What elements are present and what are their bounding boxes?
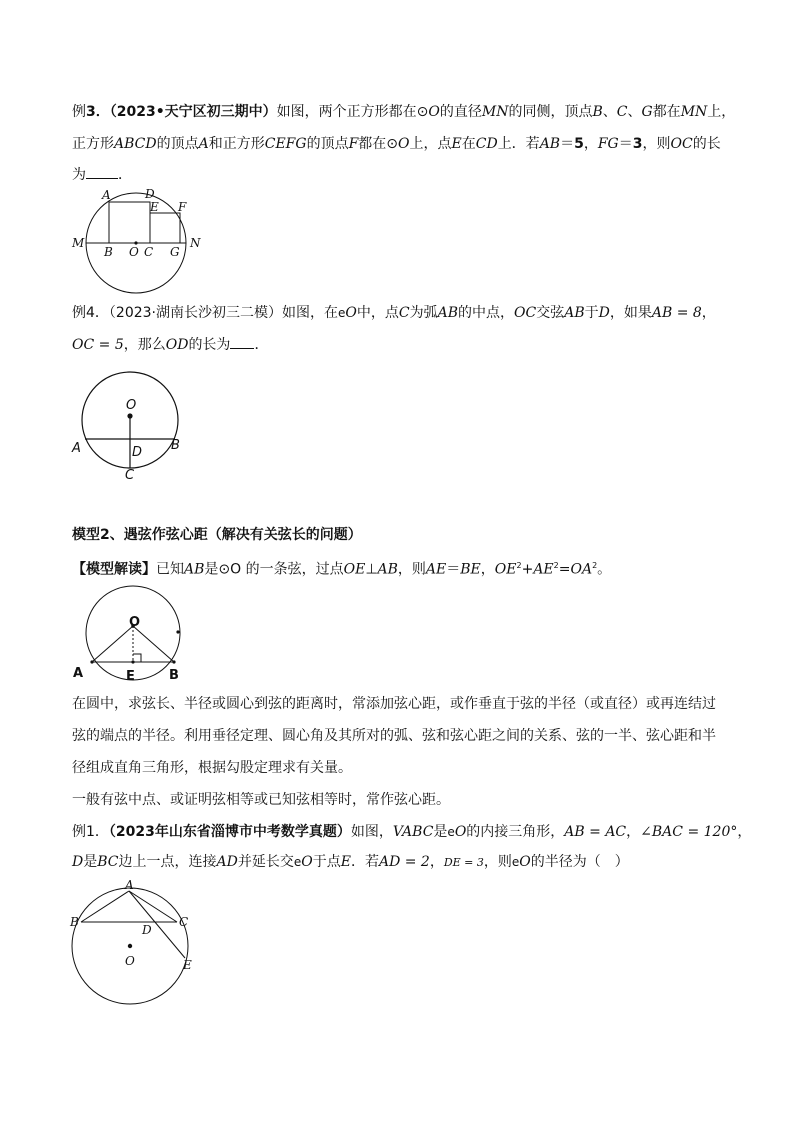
ex4-text: ，如果 [609, 305, 652, 321]
ex1-text: ， [737, 824, 752, 840]
label-o: O [125, 954, 135, 968]
point-b [172, 660, 175, 663]
ex1-var: O [301, 854, 313, 870]
radius-oa [92, 626, 133, 662]
ex4-text: 如图，在 [282, 305, 339, 321]
ex1-var: BC [97, 854, 119, 870]
ex1-number: 1． [86, 824, 109, 840]
ex3-text: 如图，两个正方形都在⊙ [276, 104, 429, 120]
ex4-number: 4． [86, 305, 109, 321]
ex1-text: 如图， [350, 824, 393, 840]
ex3-text: 为 [72, 167, 86, 183]
ex1-var: D [72, 854, 84, 870]
ex3-var: C [616, 104, 628, 120]
ex3-text: 都在⊙ [358, 136, 399, 152]
point-a [90, 660, 93, 663]
label-a: A [102, 188, 111, 202]
ex1-var: O [454, 824, 467, 840]
ex3-text: ， [583, 136, 598, 152]
ex4-text: 交弦 [536, 305, 565, 321]
model-var: OE [494, 561, 517, 578]
square-abcd [109, 202, 150, 243]
model-var: OE [343, 561, 366, 578]
point-e [131, 660, 134, 663]
ex4-var: D [598, 305, 610, 321]
ex3-value: 5 [574, 136, 584, 152]
ex3-var: E [451, 136, 462, 152]
label-e: E [150, 200, 159, 214]
ex3-var: O [398, 136, 410, 152]
ex3-var: MN [481, 104, 509, 120]
ex3-var: F [348, 136, 359, 152]
label-o: O [126, 398, 137, 413]
ex4-formula: OC = 5 [72, 337, 124, 353]
label-m: M [72, 236, 85, 250]
ex3-text: 的长 [692, 136, 721, 152]
segment-ac [129, 891, 177, 922]
ex4-var: AB [564, 305, 585, 321]
radius-ob [133, 626, 174, 662]
ex3-prefix: 例 [72, 104, 86, 120]
label-a: A [125, 878, 134, 892]
ex1-formula: AD = 2 [378, 854, 430, 870]
ex1-var: O [519, 854, 531, 870]
model-text: 是⊙O 的一条弦，过点 [204, 561, 344, 578]
label-d: D [145, 187, 155, 201]
ex3-var: ABCD [114, 136, 157, 152]
ex4-symbol: e [338, 306, 346, 320]
ex3-text: ＝ [618, 136, 633, 152]
paragraph-1: 径组成直角三角形，根据勾股定理求有关量。 [72, 760, 352, 776]
ex1-symbol: e [447, 825, 455, 839]
segment-ae [129, 891, 185, 958]
ex4-text: 的中点， [458, 305, 515, 321]
model-exp: 2 [516, 561, 522, 570]
ex3-text: 、 [602, 104, 617, 120]
ex1-var: VABC [392, 824, 434, 840]
model-text: ， [480, 561, 495, 578]
ex1-symbol: e [293, 855, 302, 869]
model-exp: 2 [592, 561, 598, 570]
ex3-text: 正方形 [72, 136, 114, 152]
model-var: AE [533, 561, 554, 578]
ex1-prefix: 例 [72, 824, 86, 840]
ex4-source: （2023·湖南长沙初三二模） [108, 305, 283, 321]
label-e: E [126, 669, 135, 684]
center-dot [127, 413, 132, 418]
label-b: B [171, 438, 180, 453]
ex4-text: 于 [584, 305, 599, 321]
label-d: D [142, 923, 152, 937]
ex4-prefix: 例 [72, 305, 86, 321]
right-angle-mark [133, 654, 141, 662]
ex3-text: 的顶点 [156, 136, 199, 152]
model-exp: 2 [553, 561, 559, 570]
ex4-text: ， [701, 305, 716, 321]
label-d: D [132, 445, 143, 460]
ex3-var: B [592, 104, 603, 120]
ex3-source: （2023•天宁区初三期中） [109, 104, 277, 120]
ex3-value: 3 [632, 136, 643, 152]
ex4-line-1 [72, 303, 716, 323]
ex3-var: OC [670, 136, 693, 152]
model-var: BE [460, 561, 481, 578]
label-b: B [70, 915, 79, 929]
label-c: C [144, 245, 154, 259]
ex1-text: ，则 [483, 854, 512, 870]
paragraph-2: 一般有弦中点、或证明弦相等或已知弦相等时，常作弦心距。 [72, 792, 450, 808]
ex4-var: OD [165, 337, 189, 353]
label-o: O [129, 615, 141, 630]
ex4-text: 的长为 [188, 337, 231, 353]
answer-blank [230, 334, 254, 349]
model-text: ＝ [446, 561, 461, 578]
ex1-var: E [340, 854, 351, 870]
ex1-var: AD [216, 854, 238, 870]
circle-dot [176, 630, 179, 633]
ex3-var: CEFG [264, 136, 307, 152]
circle-o [86, 586, 180, 680]
model-symbol: ⊥ [365, 561, 378, 578]
ex1-text: 并延长交 [237, 854, 294, 870]
paragraph-1: 在圆中，求弦长、半径或圆心到弦的距离时，常添加弦心距，或作垂直于弦的半径（或直径）或再连结过 [72, 696, 716, 712]
ex1-text: ， [626, 824, 641, 840]
ex3-text: 的直径 [439, 104, 482, 120]
label-g: G [170, 245, 180, 259]
model-figure [68, 584, 198, 684]
ex3-figure [68, 182, 208, 282]
model-tag: 【模型解读】 [72, 561, 156, 578]
ex4-figure [68, 370, 188, 490]
label-b: B [104, 245, 113, 259]
ex1-symbol: e [511, 855, 520, 869]
ex1-formula: DE = 3 [443, 856, 484, 869]
label-n: N [190, 236, 201, 250]
section-title: 模型2、遇弦作弦心距（解决有关弦长的问题） [72, 527, 362, 543]
model-var: AB [377, 561, 398, 578]
ex3-text: 在 [461, 136, 476, 152]
ex3-text: 的同侧，顶点 [508, 104, 593, 120]
model-text: 。 [597, 561, 612, 578]
ex1-text: 边上一点，连接 [118, 854, 217, 870]
ex3-text: 都在 [652, 104, 681, 120]
ex4-line-2 [72, 334, 268, 355]
model-text: 已知 [156, 561, 184, 578]
model-var: OA [570, 561, 593, 578]
ex1-line-1 [72, 822, 751, 842]
ex1-line-2 [72, 852, 629, 873]
ex3-text: 上， [707, 104, 736, 120]
ex3-text: 和正方形 [208, 136, 265, 152]
label-e: E [183, 958, 192, 972]
model-text: ，则 [397, 561, 426, 578]
ex4-text: 为弧 [409, 305, 438, 321]
ex1-source: （2023年山东省淄博市中考数学真题） [108, 824, 351, 840]
label-o: O [129, 245, 139, 259]
ex1-text: 的半径为（ ） [530, 854, 629, 870]
ex1-text: ．若 [350, 854, 379, 870]
ex4-text: ． [254, 337, 269, 353]
ex4-var: C [398, 305, 410, 321]
ex3-text: ． [118, 167, 132, 183]
model-var: AE [425, 561, 447, 578]
ex4-var: AB [437, 305, 459, 321]
ex3-text: ＝ [560, 136, 575, 152]
ex3-number: 3． [86, 104, 110, 120]
ex3-var: A [198, 136, 209, 152]
label-b: B [169, 668, 179, 683]
center-dot [128, 944, 132, 948]
answer-blank [86, 164, 118, 179]
ex4-text: ，那么 [123, 337, 166, 353]
ex3-line-1 [72, 102, 735, 122]
label-c: C [125, 468, 135, 483]
ex3-text: 上，点 [409, 136, 452, 152]
ex4-formula: AB = 8 [651, 305, 702, 321]
ex1-text: 的内接三角形， [466, 824, 565, 840]
ex3-text: 、 [627, 104, 642, 120]
label-c: C [179, 915, 189, 929]
ex3-text: 的顶点 [306, 136, 349, 152]
ex1-figure [68, 878, 208, 1008]
ex3-text: ，则 [642, 136, 671, 152]
ex1-formula: AB = AC [564, 824, 627, 840]
ex1-text: 是 [83, 854, 98, 870]
ex4-text: 中，点 [356, 305, 399, 321]
ex3-var: FG [597, 136, 619, 152]
label-a: A [72, 441, 81, 456]
model-text: = [558, 561, 571, 578]
ex3-var: O [428, 104, 440, 120]
paragraph-1: 弦的端点的半径。利用垂径定理、圆心角及其所对的弧、弦和弦心距之间的关系、弦的一半、弦心距和半 [72, 728, 716, 744]
ex4-var: OC [514, 305, 537, 321]
label-f: F [178, 200, 187, 214]
ex1-text: ， [429, 854, 444, 870]
ex1-formula: ∠BAC = 120° [640, 824, 738, 840]
ex3-text: 上．若 [497, 136, 540, 152]
square-cefg [150, 213, 180, 243]
ex3-var: AB [539, 136, 561, 152]
ex1-text: 于点 [312, 854, 341, 870]
ex4-var: O [345, 305, 357, 321]
ex3-var: G [641, 104, 653, 120]
ex3-var: MN [680, 104, 708, 120]
ex1-text: 是 [433, 824, 448, 840]
label-a: A [73, 666, 84, 681]
model-explanation [72, 556, 611, 580]
ex3-line-2 [72, 134, 721, 154]
model-text: + [521, 561, 534, 578]
model-var: AB [184, 561, 205, 578]
ex3-var: CD [475, 136, 498, 152]
